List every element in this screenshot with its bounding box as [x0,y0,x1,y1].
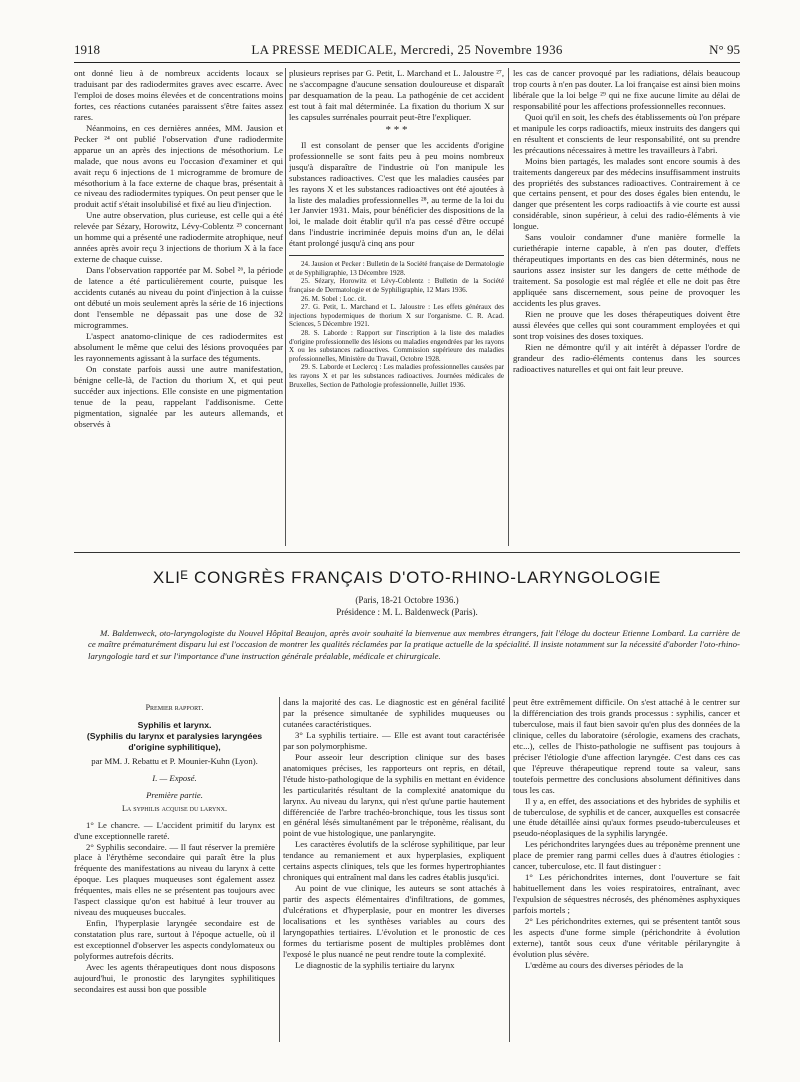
paragraph: Il est consolant de penser que les accidents d'origine professionnelle se sont faits peu à peu moins nombreux jusqu'à disparaître de l'industrie où l'on manipule les substances radioactives. C'est que les maladies causées par les rayons X et les substances radioactives ont été ajoutées à la liste des maladies professionnelles ²⁸, au terme de la loi du 1er Janvier 1931. Mais, pour bénéficier des dispositions de la loi, le malade doit établir qu'il n'a pas cessé d'être occupé dans l'industrie incriminée depuis moins d'un an, le délai étant prolongé jusqu'à cinq ans pour [289,139,504,249]
paragraph: dans la majorité des cas. Le diagnostic est en général facilité par la présence simultanée de syphilides muqueuses ou cutanées caractéristiques. [283,697,505,729]
paragraph: les cas de cancer provoqué par les radiations, délais beaucoup trop courts à n'en pas douter. La loi française est ainsi bien moins libérale que la loi belge ²⁹ qui ne fixe aucune limite au délai de responsabilité pour les affections professionnelles reconnues. [513,68,740,111]
paragraph: Sans vouloir condamner d'une manière formelle la curiethérapie interne capable, à n'en pas douter, d'effets thérapeutiques importants en des cas bien déterminés, nous ne saurions assez insister sur les dangers de cette méthode de traitement. Sa posologie est mal réglée et elle ne doit pas être appliquée sans discernement, sous peine de provoquer les accidents les plus graves. [513,232,740,309]
column-divider [509,697,510,1042]
footnote-rule [289,255,504,256]
subsection-heading: La syphilis acquise du larynx. [122,803,227,813]
report-column-1 [74,697,275,1042]
paragraph: Au point de vue clinique, les auteurs se sont attachés à partir des aspects élémentaires d'infiltrations, de gommes, d'ulcérations et d'hyperplasie, pour en montrer les diverses localisations et les synthèses variables au cours des laryngopathies tertiaires. L'évolution et le pronostic de ces formes du tertiarisme posent de multiples problèmes dont l'exposé le plus nuancé ne peut rendre toute la complexité. [283,883,505,959]
report-column-3 [513,697,740,1042]
paragraph: L'aspect anatomo-clinique de ces radiodermites est absolument le même que celui des lésions provoquées par les rayonnements agissant à la surface des téguments. [74,330,283,363]
congress-title: XLIᴱ CONGRÈS FRANÇAIS D'OTO-RHINO-LARYNGOLOGIE [152,568,662,587]
section-heading: I. — Exposé. [152,772,197,783]
footnote: 29. S. Laborde et Leclercq : Les maladies professionnelles causées par les rayons X et par les substances radioactives. Journées médicales de Bruxelles, Section de Pathologie professionnelle, Juillet 1936. [289,363,504,389]
running-header [74,42,740,62]
paragraph: 2° Syphilis secondaire. — Il faut réserver la première place à l'érythème secondaire qui paraît être la plus fréquente des manifestations au niveau du larynx à cette époque. Les plaques muqueuses sont également assez fréquentes, mais elles ne se présentent pas toujours avec l'aspect classique qu'on est habitué à leur trouver au niveau des muqueuses buccales. [74,841,275,918]
paragraph: Les périchondrites laryngées dues au tréponème prennent une place de premier rang parmi celles dues à d'autres étiologies : cancer, tuberculose, etc. Il faut distinguer : [513,839,740,872]
article-column-3 [513,68,740,546]
paragraph: ont donné lieu à de nombreux accidents locaux se traduisant par des radiodermites graves avec escarre. Avec l'emploi de doses moins élevées et de concentrations moins fortes, ces réactions cutanées paraissent s'être faites assez rares. [74,68,283,122]
footnote: 25. Sézary, Horowitz et Lévy-Coblentz : Bulletin de la Société française de Dermatologie et de Syphiligraphie, 12 Mars 1936. [289,277,504,295]
paragraph: plusieurs reprises par G. Petit, L. Marchand et L. Jaloustre ²⁷, ne s'accompagne d'aucune sensation douloureuse et disparaît par desquamation de la peau. La pathogénie de cet accident est tout à fait mal déterminée. La fixation du thorium X sur les capsules surrénales pourrait peut-être l'expliquer. [289,68,504,122]
footnote: 24. Jausion et Pecker : Bulletin de la Société française de Dermatologie et de Syphiligraphie, 13 Décembre 1928. [289,260,504,277]
footnote: 28. S. Laborde : Rapport sur l'inscription à la liste des maladies d'origine professionnelle des lésions ou maladies engendrées par les rayons X ou les substances radioactives. Commission supérieure des maladies professionnelles, Ministère du Travail, Octobre 1928. [289,329,504,363]
report-authors: par MM. J. Rebattu et P. Mounier-Kuhn (Lyon). [91,755,258,766]
congress-president: Présidence : M. L. Baldenweck (Paris). [336,606,478,617]
report-title: Syphilis et larynx. [137,719,212,730]
paragraph: peut être extrêmement difficile. On s'est attaché à le centrer sur la différenciation des trois grands processus : syphilis, cancer et tuberculose, mais il faut bien savoir qu'en plus des données de la clinique, celles du laboratoire (sérologie, examens des crachats, etc...), celles de l'histo-pathologie ne suffisent pas toujours à préciser l'étiologie d'une affection laryngée. C'est dans ces cas que l'épreuve thérapeutique reprend toute sa valeur, sans toutefois permettre des conclusions absolument définitives dans tous les cas. [513,697,740,795]
paragraph: Moins bien partagés, les malades sont encore soumis à des traitements dangereux par des médecins insuffisamment instruits des propriétés des substances radioactives. Contrairement à ce que certains pensent, et pour des doses égales bien entendu, le danger que présentent les corps radioactifs à vie courte est aussi considérable, sinon supérieur, à celui des radio-éléments à vie longue. [513,155,740,232]
paragraph: On constate parfois aussi une autre manifestation, bénigne celle-là, de l'action du thorium X, et qui peut succéder aux injections. Elle consiste en une pigmentation tenue de la peau, rappelant l'addisonisme. Cette pigmentation, signalée par les auteurs allemands, et observés à [74,363,283,429]
congress-dates: (Paris, 18-21 Octobre 1936.) [355,595,459,605]
paragraph: Dans l'observation rapportée par M. Sobel ²⁶, la période de latence a été particulièrement courte, puisque les accidents cutanés au niveau du point d'injection à la cuisse ont débuté un mois seulement après la série de 16 injections dont l'ensemble ne dépassait pas une dose de 32 microgrammes. [74,265,283,330]
congress-introduction: M. Baldenweck, oto-laryngologiste du Nouvel Hôpital Beaujon, après avoir souhaité la bienvenue aux membres étrangers, fait l'éloge du docteur Etienne Lombard. La carrière de ce maître prématurément disparu lui est l'occasion de montrer les qualités réclamées par la pratique actuelle de la spécialité. Il insiste notamment sur la nécessité d'aborder l'oto-rhino-laryngologie tard et sur l'importance d'une instruction générale préalable, médicale et chirurgicale. [88,628,740,661]
article-column-1 [74,68,283,546]
paragraph: Il y a, en effet, des associations et des hybrides de syphilis et de tuberculose, de syphilis et de cancer, auxquelles est consacrée une étude détaillée ainsi qu'aux formes pseudo-tuberculeuses et pseudo-néoplasiques de la syphilis laryngée. [513,795,740,839]
footnote: 26. M. Sobel : Loc. cit. [301,294,367,303]
footnote: 27. G. Petit, L. Marchand et L. Jaloustre : Les effets généraux des injections hypodermiques de thorium X sur l'organisme. C. R. Acad. Sciences, 5 Décembre 1921. [289,303,504,329]
paragraph: Rien ne prouve que les doses thérapeutiques doivent être aussi élevées que celles qui sont couramment employées et qui sont trop voisines des doses toxiques. [513,308,740,341]
paragraph: Une autre observation, plus curieuse, est celle qui a été relevée par Sézary, Horowitz, Lévy-Coblentz ²⁵ concernant un homme qui a présenté une radiodermite atrophique, neuf années après avoir reçu 3 injections de thorium X à la face externe de chaque cuisse. [74,210,283,265]
paragraph: Le diagnostic de la syphilis tertiaire du larynx [295,959,455,970]
paragraph: Pour asseoir leur description clinique sur des bases anatomiques précises, les rapporteurs ont repris, en détail, l'étude histo-pathologique de la syphilis en mettant en évidence les particularités résultant de la complexité anatomique du larynx. Au niveau du larynx, qui n'est qu'une partie hautement différenciée de l'arbre trachéo-bronchique, tous les tissus sont en général lésés simultanément par le tréponème, réalisant, du point de vue histologique, une panlaryngite. [283,751,505,839]
column-divider [285,68,286,546]
congress-subtitle [74,595,740,618]
paragraph: 1° Les périchondrites internes, dont l'ouverture se fait habituellement dans les voies respiratoires, entraînant, avec l'expulsion de séquestres nécrosés, des phénomènes asphyxiques parfois mortels ; [513,872,740,916]
section-rule [74,552,740,553]
paragraph: 3° La syphilis tertiaire. — Elle est avant tout caractérisée par son polymorphisme. [283,729,505,751]
page-number: 1918 [74,42,100,57]
report-column-2 [283,697,505,1042]
article-column-2 [289,68,504,546]
report-label: Premier rapport. [145,703,204,712]
issue-date: Mercredi, 25 Novembre 1936 [400,42,563,57]
issue-number: N° 95 [709,42,740,57]
paragraph: L'œdème au cours des diverses périodes de la [525,959,684,970]
paragraph: Enfin, l'hyperplasie laryngée secondaire est de constatation plus rare, surtout à l'époque actuelle, où il est exceptionnel d'observer les aspects condylomateux ou polyformes autrefois décrits. [74,918,275,962]
paragraph: 2° Les périchondrites externes, qui se présentent tantôt sous les aspects d'une forme simple (périchondrite à évolution externe), tantôt sous ceux d'une véritable périlaryngite à évolution plus sévère. [513,916,740,959]
section-separator: * * * [385,123,408,136]
journal-title: LA PRESSE MEDICALE, [251,42,397,57]
paragraph: 1° Le chancre. — L'accident primitif du larynx est d'une exceptionnelle rareté. [74,819,275,841]
journal-masthead [74,42,740,58]
part-heading: Première partie. [146,789,203,800]
column-divider [508,68,509,546]
report-subtitle: (Syphilis du larynx et paralysies laryngées d'origine syphilitique), [86,730,263,752]
paragraph: Avec les agents thérapeutiques dont nous disposons aujourd'hui, le pronostic des laryngites syphilitiques secondaires est aussi bon que possible [74,962,275,994]
paragraph: Quoi qu'il en soit, les chefs des établissements où l'on prépare et manipule les corps radioactifs, mieux instruits des dangers qui en résultent et conscients de leur responsabilité, ont su prendre les précautions nécessaires à mettre les travailleurs à l'abri. [513,111,740,155]
paragraph: Les caractères évolutifs de la sclérose syphilitique, par leur tendance au remaniement et aux hyperplasies, expliquent certains aspects cliniques, tels que les formes hypertrophiantes chroniques qui entraînent mal dans les cadres établis jusqu'ici. [283,839,505,883]
paragraph: Rien ne démontre qu'il y ait intérêt à dépasser l'ordre de grandeur des radio-éléments contenus dans les sources radioactives naturelles et qui ont fait leur preuve. [513,341,740,374]
paragraph: Néanmoins, en ces dernières années, MM. Jausion et Pecker ²⁴ ont publié l'observation d'une radiodermite apparue un an après des injections de mésothorium. Le malade, que nous avons eu l'occasion d'examiner et qui avait reçu 6 injections de 1 microgramme de bromure de mésothorium à la face externe de chaque bras, présentait à ce niveau des radiodermites typiques. On peut penser que le produit actif s'était insolubilisé et fixé au lieu d'injection. [74,122,283,210]
header-rule [74,62,740,63]
column-divider [279,697,280,1042]
